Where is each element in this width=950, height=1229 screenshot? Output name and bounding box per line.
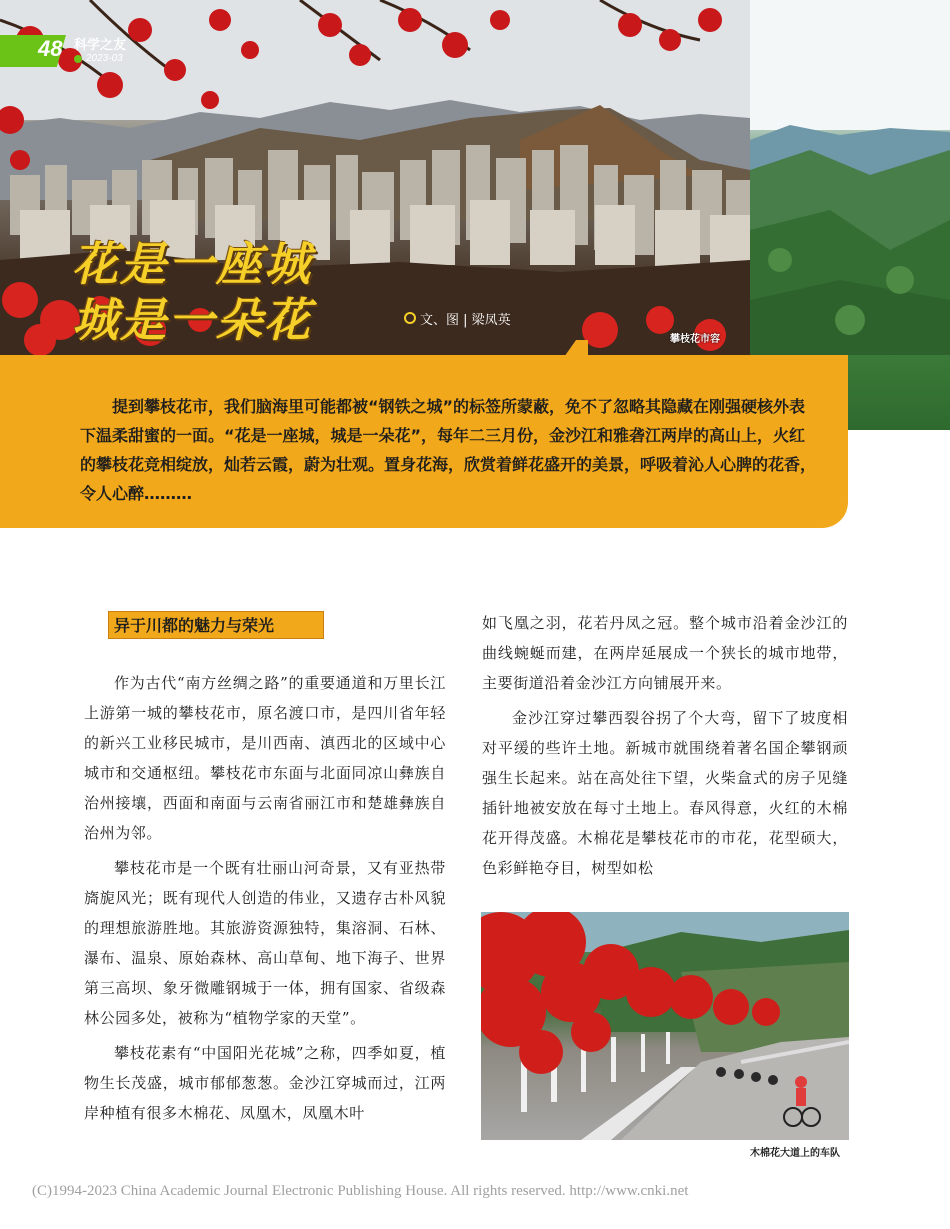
article-title-line-1: 花是一座城 (72, 237, 312, 291)
body-paragraph: 攀枝花素有“中国阳光花城”之称，四季如夏，植物生长茂盛，城市郁郁葱葱。金沙江穿城而过，江两岸种植有很多木棉花、凤凰木，凤凰木叶 (84, 1044, 446, 1122)
article-title-line-2: 城是一朵花 (72, 293, 312, 347)
article-byline: 文、图 | 梁凤英 (420, 313, 511, 328)
magazine-name: 科学之友 (74, 38, 127, 53)
mountain-photo (750, 0, 950, 355)
top-photo-caption: 攀枝花市容 (670, 334, 720, 345)
body-paragraph: 如飞凰之羽，花若丹凤之冠。整个城市沿着金沙江的曲线蜿蜒而建，在两岸延展成一个狭长的城市地带，主要街道沿着金沙江方向铺展开来。 (482, 614, 848, 692)
body-paragraph: 作为古代“南方丝绸之路”的重要通道和万里长江上游第一城的攀枝花市，原名渡口市，是四川省年轻的新兴工业移民城市，是川西南、滇西北的区域中心城市和交通枢纽。攀枝花市东面与北面同凉山彝族自治州接壤，西面和南面与云南省丽江市和楚雄彝族自治州为邻。 (84, 674, 446, 842)
body-paragraph: 金沙江穿过攀西裂谷拐了个大弯，留下了坡度相对平缓的些许土地。新城市就围绕着著名国企攀钢顽强生长起来。站在高处往下望，火柴盒式的房子见缝插针地被安放在每寸土地上。春风得意，火红的木棉花开得茂盛。木棉花是攀枝花市的市花，花型硕大，色彩鲜艳夺目，树型如松 (482, 709, 848, 877)
intro-paragraph: 提到攀枝花市，我们脑海里可能都被“钢铁之城”的标签所蒙蔽，免不了忽略其隐藏在刚强硬核外表下温柔甜蜜的一面。“花是一座城，城是一朵花”，每年二三月份，金沙江和雅砻江两岸的高山上，火红的攀枝花竞相绽放，灿若云霞，蔚为壮观。置身花海，欣赏着鲜花盛开的美景，呼吸着沁人心脾的花香，令人心醉……… (80, 397, 817, 503)
mountain-photo-lower (845, 355, 950, 430)
copyright-footer: (C)1994-2023 China Academic Journal Electronic Publishing House. All rights reserved. http://www.cnki.net (32, 1183, 689, 1199)
mountain-illustration (750, 0, 950, 355)
cycling-team-photo (481, 912, 849, 1140)
bottom-photo-caption: 木棉花大道上的车队 (750, 1148, 840, 1159)
right-column (482, 608, 848, 888)
byline-circle-icon (404, 312, 416, 324)
cycling-illustration (481, 912, 849, 1140)
body-paragraph: 攀枝花市是一个既有壮丽山河奇景，又有亚热带旖旎风光；既有现代人创造的伟业，又遗存古朴风貌的理想旅游胜地。其旅游资源独特，集溶洞、石林、瀑布、温泉、原始森林、高山草甸、地下海子、世界第三高坝、象牙微雕钢城于一体，拥有国家、省级森林公园多处，被称为“植物学家的天堂”。 (84, 859, 446, 1027)
left-column (84, 668, 446, 1133)
issue-bullet-icon (74, 55, 82, 63)
section-heading: 异于川都的魅力与荣光 (114, 616, 275, 635)
page-number: 48 (38, 36, 63, 61)
issue-date: 2023-03 (86, 53, 123, 64)
